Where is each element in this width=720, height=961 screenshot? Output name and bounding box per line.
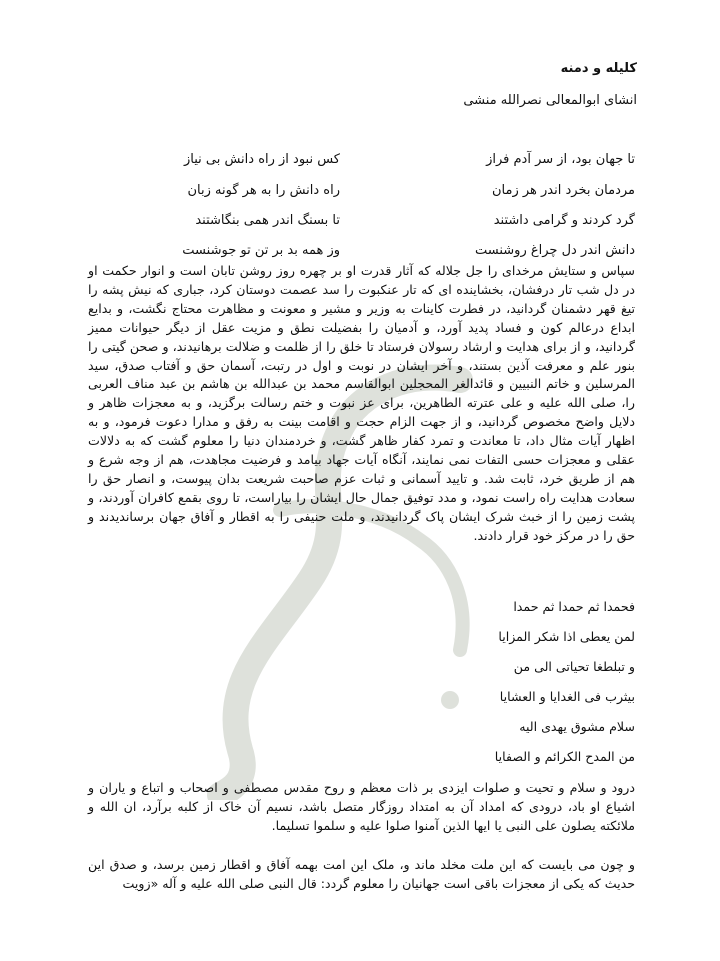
paragraph-salutation: درود و سلام و تحیت و صلوات ایزدی بر ذات معظم و روح مقدس مصطفی و اصحاب و اتباع و یاران و اشیاع او باد، درودی که امداد آن به امتداد روزگار متصل باشد، نسیم آن خاک از کلبه برآرد، ان الله و ملائکته یصلون علی النبی یا ایها الذین آمنوا صلوا علیه و سلموا تسلیما. bbox=[88, 780, 635, 833]
verse-line: لمن یعطی اذا شکر المزایا bbox=[498, 629, 635, 644]
poem-line-right: دانش اندر دل چراغ روشنست bbox=[475, 243, 635, 258]
paragraph-praise: سپاس و ستایش مرخدای را جل جلاله که آثار قدرت او بر چهره روز روشن تابان است و انوار حکمت او در دل شب تار درفشان، بخشاینده ای که تار عنکبوت را سد عصمت دوستان کرد، جباری که نیش پشه را تیغ قهر دشمنان گردانید، در فطرت کاینات به وزیر و مشیر و معونت و مظاهرت محتاج نگشت، و بدایع ابداع درعالم کون و فساد پدید آورد، و آدمیان را بفضیلت نطق و مزیت عقل از دیگر حیوانات ممیز گردانید، و از برای هدایت و ارشاد رسولان فرستاد تا خلق را از ظلمت و ضلالت برهانیدند، و صحن گیتی را بنور علم و معرفت آذین بستند، و آخر ایشان در نوبت و اول در رتبت، آسمان حق و آفتاب صدق، سید المرسلین و خاتم النبیین و قائدالغر المحجلین ابوالقاسم محمد بن عبدالله بن هاشم بن عبد مناف العربی را، صلی الله علیه و علی عترته الطاهرین، برای عز نبوت و ختم رسالت برگزید، و به معجزات ظاهر و دلایل واضح مخصوص گردانید، و از جهت الزام حجت و اقامت بینت به رفق و مدارا دعوت فرمود، و به اظهار آیات مثال داد، تا معاندت و تمرد کفار ظاهر گشت، و خردمندان دنیا را معلوم گشت که به دلالات عقلی و معجزات حسی التفات نمی نمایند، آنگاه آیات جهاد بیامد و فرضیت مجاهدت، هم از وجه شرع و هم از طریق خرد، ثابت شد. و تایید آسمانی و ثبات عزم صاحبت شریعت بدان پیوست، و انصار حق را سعادت هدایت راه راست نمود، و مدد توفیق جمال حال ایشان را بیاراست، تا روی بقمع کافران آوردند، و پشت زمین را از خبث شرک ایشان پاک گردانیدند، و ملت حنیفی را به اقطار و آفاق جهان برساندیدند و حق را در مرکز خود قرار دادند. bbox=[88, 263, 635, 543]
poem-line-right: گرد کردند و گرامی داشتند bbox=[493, 213, 635, 228]
poem-line-left: تا بسنگ اندر همی بنگاشتند bbox=[195, 213, 340, 228]
poem-line-right: مردمان بخرد اندر هر زمان bbox=[491, 183, 635, 198]
verse-line: سلام مشوق یهدی الیه bbox=[519, 719, 635, 734]
document-title: کلیله و دمنه bbox=[560, 61, 637, 76]
verse-line: من المدح الکرائم و الصفایا bbox=[494, 749, 635, 764]
poem-line-left: وز همه بد بر تن تو جوشنست bbox=[182, 243, 340, 258]
poem-line-left: راه دانش را به هر گونه زبان bbox=[187, 183, 340, 198]
paragraph-continuation: و چون می بایست که این ملت مخلد ماند و، ملک این امت بهمه آفاق و اقطار زمین برسد، و صدق این حدیث که یکی از معجزات باقی است جهانیان را معلوم گردد: قال النبی صلی الله علیه و آله «زویت bbox=[88, 857, 635, 891]
document-subtitle: انشای ابوالمعالی نصرالله منشی bbox=[463, 93, 637, 108]
verse-line: فحمدا ثم حمدا ثم حمدا bbox=[513, 599, 635, 614]
poem-line-right: تا جهان بود، از سر آدم فراز bbox=[486, 152, 635, 167]
verse-line: بیثرب فی الغدایا و العشایا bbox=[499, 689, 635, 704]
poem-line-left: کس نبود از راه دانش بی نیاز bbox=[183, 152, 340, 167]
watermark-dot bbox=[441, 691, 459, 709]
verse-line: و تبلطغا تحیاتی الی من bbox=[513, 659, 635, 674]
